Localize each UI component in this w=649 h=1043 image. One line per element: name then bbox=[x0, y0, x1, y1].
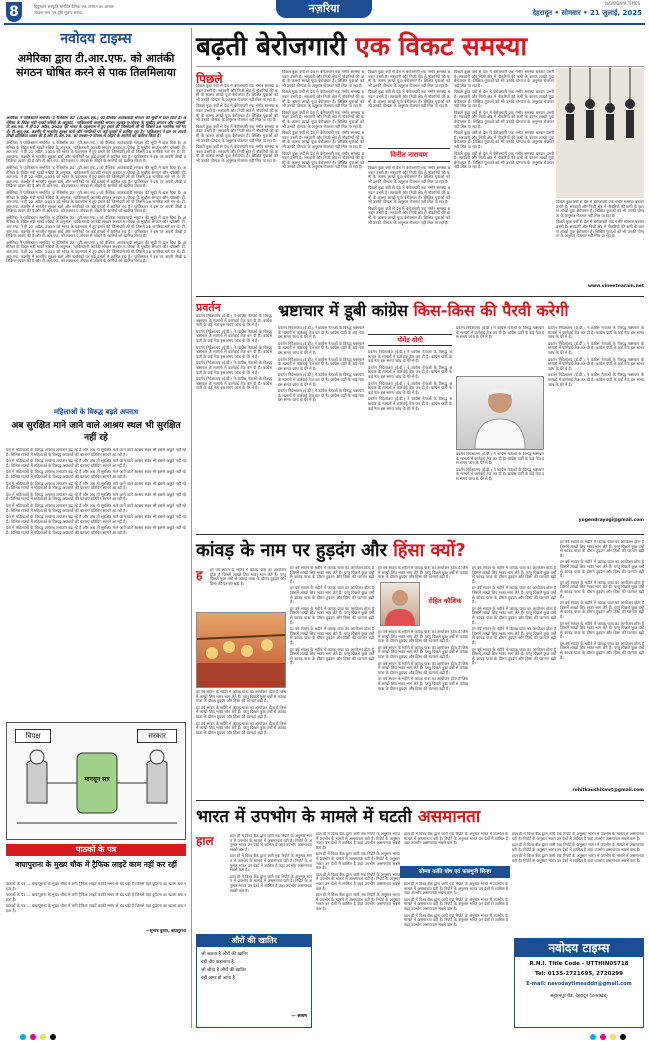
unemployment-illustration bbox=[556, 68, 644, 198]
letters-heading: पाठकों के पत्र bbox=[6, 844, 186, 856]
main-title-red: एक विकट समस्या bbox=[355, 32, 528, 62]
bottom-title-red: असमानता bbox=[417, 807, 481, 827]
poem-line: वही अमर हो जाता है bbox=[201, 976, 235, 981]
footer-masthead: नवोदय टाइम्स bbox=[515, 939, 643, 957]
congress-politician-photo bbox=[456, 376, 544, 450]
poem-box bbox=[196, 934, 312, 1028]
main-body-col5: पिछले कुछ वर्षों से देश में बेरोजगारी एक गंभीर समस्या बनकर उभरी है। सरकारी और निजी क्षेत्र में नौकरियों की कमी के कारण लाखों युवा बेरोजगार हैं। शिक्षित युवाओं को भी उनकी योग्यता के अनुसार रोजगार नहीं मिल पा रहा है। पिछले कुछ वर्षों से देश में बेरोजगारी एक गंभीर समस्या बनकर उभरी है। सरकारी और निजी क्षेत्र में नौकरियों की कमी के कारण लाखों युवा बेरोजगार हैं। शिक्षित युवाओं को भी उनकी योग्यता के अनुसार रोजगार नहीं मिल पा रहा है। bbox=[556, 200, 644, 239]
bottom-body-col1: हाल ही में विश्व बैंक द्वारा जारी एक रिपोर्ट के अनुसार भारत में उपभोग के मामले में असमानता घटी है। रिपोर्ट के अनुसार भारत उन देशों में शामिल है जहां उपभोग असमानता सबसे कम है। हाल ही में विश्व बैंक द्वारा जारी एक रिपोर्ट के अनुसार भारत में उपभोग के मामले में असमानता घटी है। रिपोर्ट के अनुसार भारत उन देशों में शामिल है जहां उपभोग असमानता सबसे कम है। हाल ही में विश्व बैंक द्वारा जारी एक रिपोर्ट के अनुसार भारत में उपभोग के मामले में असमानता घटी है। रिपोर्ट के अनुसार भारत उन देशों में शामिल है जहां उपभोग असमानता सबसे कम है। bbox=[230, 834, 312, 893]
cartoon-right-sign: सरकार bbox=[137, 729, 177, 743]
story2-kicker: महिलाओं के विरुद्ध बढ़ते अपराध bbox=[53, 408, 139, 416]
dateline: देहरादून • सोमवार • 21 जुलाई, 2025 bbox=[532, 9, 642, 17]
bottom-body-col3b: हाल ही में विश्व बैंक द्वारा जारी एक रिपोर्ट के अनुसार भारत में उपभोग के मामले में असमानता घटी है। रिपोर्ट के अनुसार भारत उन देशों में शामिल है जहां उपभोग असमानता सबसे कम है। हाल ही में विश्व बैंक द्वारा जारी एक रिपोर्ट के अनुसार भारत में उपभोग के मामले में असमानता घटी है। रिपोर्ट के अनुसार भारत उन देशों में शामिल है जहां उपभोग असमानता सबसे कम है। हाल ही में विश्व बैंक द्वारा जारी एक रिपोर्ट के अनुसार भारत में उपभोग के मामले में असमानता घटी है। रिपोर्ट के अनुसार भारत उन देशों में शामिल है जहां उपभोग असमानता सबसे कम है। bbox=[404, 882, 508, 927]
main-body-col2: पिछले कुछ वर्षों से देश में बेरोजगारी एक गंभीर समस्या बनकर उभरी है। सरकारी और निजी क्षेत्र में नौकरियों की कमी के कारण लाखों युवा बेरोजगार हैं। शिक्षित युवाओं को भी उनकी योग्यता के अनुसार रोजगार नहीं मिल पा रहा है। पिछले कुछ वर्षों से देश में बेरोजगारी एक गंभीर समस्या बनकर उभरी है। सरकारी और निजी क्षेत्र में नौकरियों की कमी के कारण लाखों युवा बेरोजगार हैं। शिक्षित युवाओं को भी उनकी योग्यता के अनुसार रोजगार नहीं मिल पा रहा है। पिछले कुछ वर्षों से देश में बेरोजगारी एक गंभीर समस्या बनकर उभरी है। सरकारी और निजी क्षेत्र में नौकरियों की कमी के कारण लाखों युवा बेरोजगार हैं। शिक्षित युवाओं को भी उनकी योग्यता के अनुसार रोजगार नहीं मिल पा रहा है। पिछले कुछ वर्षों से देश में बेरोजगारी एक गंभीर समस्या बनकर उभरी है। सरकारी और निजी क्षेत्र में नौकरियों की कमी के कारण लाखों युवा बेरोजगार हैं। शिक्षित युवाओं को भी उनकी योग्यता के अनुसार रोजगार नहीं मिल पा रहा है। पिछले कुछ वर्षों से देश में बेरोजगारी एक गंभीर समस्या बनकर उभरी है। सरकारी और निजी क्षेत्र में नौकरियों की कमी के कारण लाखों युवा बेरोजगार हैं। शिक्षित युवाओं को भी उनकी योग्यता के अनुसार रोजगार नहीं मिल पा रहा है। bbox=[282, 70, 364, 170]
footer-rni: R.N.I. Title Code - UTTHIN05718 bbox=[529, 961, 629, 967]
kanwar-body-col1b: हर वर्ष सावन के महीने में कांवड़ यात्रा का आयोजन होता है जिसमें लाखों शिव भक्त भाग लेते हैं। परंतु पिछले कुछ वर्षों से कांवड़ यात्रा के दौरान हुड़दंग और हिंसा की घटनाएं बढ़ी हैं। हर वर्ष सावन के महीने में कांवड़ यात्रा का आयोजन होता है जिसमें लाखों शिव भक्त भाग लेते हैं। परंतु पिछले कुछ वर्षों से कांवड़ यात्रा के दौरान हुड़दंग और हिंसा की घटनाएं बढ़ी हैं। हर वर्ष सावन के महीने में कांवड़ यात्रा का आयोजन होता है जिसमें लाखों शिव भक्त भाग लेते हैं। परंतु पिछले कुछ वर्षों से कांवड़ यात्रा के दौरान हुड़दंग और हिंसा की घटनाएं बढ़ी हैं। bbox=[196, 690, 286, 735]
kanwar-title bbox=[196, 538, 556, 564]
congress-author: योगेंद्र योगी bbox=[368, 334, 452, 346]
brand-small: NAVODAYA TIMES bbox=[604, 1, 640, 6]
main-dropcap: पिछले bbox=[196, 72, 223, 86]
cartoon-left-sign: विपक्ष bbox=[15, 729, 51, 743]
letters-signature: —सुभाष कुमार, बाघापुराना bbox=[145, 928, 186, 933]
tagline-line2: भावना मन्त्र पत्र दृष्टि मूलतः संवाद bbox=[34, 10, 82, 15]
main-title bbox=[196, 30, 646, 64]
masthead-left: नवोदय टाइम्स bbox=[6, 30, 186, 48]
cartoon-caption: मानसून सत्र bbox=[84, 776, 110, 783]
poem-line: जो जलता है औरों की खातिर bbox=[201, 952, 248, 957]
editorial-body: अमेरिका ने पाकिस्तान समर्थित 'द रेजिस्टेंस फ्रंट' (टी.आर.एफ.) को वैश्विक आतंकवादी संगठन की सूची में डाल दिया है। अमेरिका के विदेश मंत्री मार्को रुबियो के अनुसार, 'पाकिस्तानी आतंकी संगठन लश्कर-ए-तोयबा के मुखौटा संगठन और 'प्रॉक्सी' टी.आर.एफ. ने ही 22 अप्रैल, 2025 को भारत के पहलगाम में हुए हमले की जिम्मेदारी ली थी जिसमें 26 नागरिक मारे गए थे। टी.आर.एफ. कश्मीर में भारतीय सुरक्षा बलों और नागरिकों पर कई हमलों में शामिल रहा है।' पाकिस्तान ने इस पर अपनी तीखी प्रतिक्रिया व्यक्त की है और टी.आर.एफ. को लश्कर-ए-तोयबा से जोड़ने के आरोपों को खारिज किया है। अमेरिका ने पाकिस्तान समर्थित 'द रेजिस्टेंस फ्रंट' (टी.आर.एफ.) को वैश्विक आतंकवादी संगठन की सूची में डाल दिया है। अमेरिका के विदेश मंत्री मार्को रुबियो के अनुसार, 'पाकिस्तानी आतंकी संगठन लश्कर-ए-तोयबा के मुखौटा संगठन और 'प्रॉक्सी' टी.आर.एफ. ने ही 22 अप्रैल, 2025 को भारत के पहलगाम में हुए हमले की जिम्मेदारी ली थी जिसमें 26 नागरिक मारे गए थे। टी.आर.एफ. कश्मीर में भारतीय सुरक्षा बलों और नागरिकों पर कई हमलों में शामिल रहा है।' पाकिस्तान ने इस पर अपनी तीखी प्रतिक्रिया व्यक्त की है और टी.आर.एफ. को लश्कर-ए-तोयबा से जोड़ने के आरोपों को खारिज किया है। अमेरिका ने पाकिस्तान समर्थित 'द रेजिस्टेंस फ्रंट' (टी.आर.एफ.) को वैश्विक आतंकवादी संगठन की सूची में डाल दिया है। अमेरिका के विदेश मंत्री मार्को रुबियो के अनुसार, 'पाकिस्तानी आतंकी संगठन लश्कर-ए-तोयबा के मुखौटा संगठन और 'प्रॉक्सी' टी.आर.एफ. ने ही 22 अप्रैल, 2025 को भारत के पहलगाम में हुए हमले की जिम्मेदारी ली थी जिसमें 26 नागरिक मारे गए थे। टी.आर.एफ. कश्मीर में भारतीय सुरक्षा बलों और नागरिकों पर कई हमलों में शामिल रहा है।' पाकिस्तान ने इस पर अपनी तीखी प्रतिक्रिया व्यक्त की है और टी.आर.एफ. को लश्कर-ए-तोयबा से जोड़ने के आरोपों को खारिज किया है। अमेरिका ने पाकिस्तान समर्थित 'द रेजिस्टेंस फ्रंट' (टी.आर.एफ.) को वैश्विक आतंकवादी संगठन की सूची में डाल दिया है। अमेरिका के विदेश मंत्री मार्को रुबियो के अनुसार, 'पाकिस्तानी आतंकी संगठन लश्कर-ए-तोयबा के मुखौटा संगठन और 'प्रॉक्सी' टी.आर.एफ. ने ही 22 अप्रैल, 2025 को भारत के पहलगाम में हुए हमले की जिम्मेदारी ली थी जिसमें 26 नागरिक मारे गए थे। टी.आर.एफ. कश्मीर में भारतीय सुरक्षा बलों और नागरिकों पर कई हमलों में शामिल रहा है।' पाकिस्तान ने इस पर अपनी तीखी प्रतिक्रिया व्यक्त की है और टी.आर.एफ. को लश्कर-ए-तोयबा से जोड़ने के आरोपों को खारिज किया है। अमेरिका ने पाकिस्तान समर्थित 'द रेजिस्टेंस फ्रंट' (टी.आर.एफ.) को वैश्विक आतंकवादी संगठन की सूची में डाल दिया है। अमेरिका के विदेश मंत्री मार्को रुबियो के अनुसार, 'पाकिस्तानी आतंकी संगठन लश्कर-ए-तोयबा के मुखौटा संगठन और 'प्रॉक्सी' टी.आर.एफ. ने ही 22 अप्रैल, 2025 को भारत के पहलगाम में हुए हमले की जिम्मेदारी ली थी जिसमें 26 नागरिक मारे गए थे। टी.आर.एफ. कश्मीर में भारतीय सुरक्षा बलों और नागरिकों पर कई हमलों में शामिल रहा है।' पाकिस्तान ने इस पर अपनी तीखी प्रतिक्रिया व्यक्त की है और टी.आर.एफ. को लश्कर-ए-तोयबा से जोड़ने के आरोपों को खारिज किया है। अमेरिका ने पाकिस्तान समर्थित 'द रेजिस्टेंस फ्रंट' (टी.आर.एफ.) को वैश्विक आतंकवादी संगठन की सूची में डाल दिया है। अमेरिका के विदेश मंत्री मार्को रुबियो के अनुसार, 'पाकिस्तानी आतंकी संगठन लश्कर-ए-तोयबा के मुखौटा संगठन और 'प्रॉक्सी' टी.आर.एफ. ने ही 22 अप्रैल, 2025 को भारत के पहलगाम में हुए हमले की जिम्मेदारी ली थी जिसमें 26 नागरिक मारे गए थे। टी.आर.एफ. कश्मीर में भारतीय सुरक्षा बलों और नागरिकों पर कई हमलों में शामिल रहा है।' पाकिस्तान ने इस पर अपनी तीखी प्रतिक्रिया व्यक्त की है और टी.आर.एफ. को लश्कर-ए-तोयबा से जोड़ने के आरोपों को खारिज किया है। bbox=[6, 116, 186, 264]
footer-phone: Tel: 0135-2721695, 2720299 bbox=[535, 971, 623, 977]
poem-lines bbox=[201, 951, 307, 983]
story2-title: अब सुरक्षित माने जाने वाले आश्रय स्थल भी सुरक्षित नहीं रहे bbox=[11, 421, 181, 443]
header-tagline bbox=[34, 4, 194, 16]
color-registration-bar bbox=[0, 1032, 649, 1042]
page-header bbox=[0, 0, 649, 24]
letters-body: पाठकों के पत्र — बाघापुराना के मुख्य चौक में लगी ट्रैफिक लाइटें काफी समय से बंद पड़ी हैं जिससे यहां दुर्घटना का खतरा बना रहता है। पाठकों के पत्र — बाघापुराना के मुख्य चौक में लगी ट्रैफिक लाइटें काफी समय से बंद पड़ी हैं जिससे यहां दुर्घटना का खतरा बना रहता है। पाठकों के पत्र — बाघापुराना के मुख्य चौक में लगी ट्रैफिक लाइटें काफी समय से बंद पड़ी हैं जिससे यहां दुर्घटना का खतरा बना रहता है। bbox=[6, 882, 186, 913]
footer-address: सहारनपुर रोड, देहरादून (उत्तराखंड) bbox=[550, 994, 608, 999]
kanwar-body-col2: हर वर्ष सावन के महीने में कांवड़ यात्रा का आयोजन होता है जिसमें लाखों शिव भक्त भाग लेते हैं। परंतु पिछले कुछ वर्षों से कांवड़ यात्रा के दौरान हुड़दंग और हिंसा की घटनाएं बढ़ी हैं। हर वर्ष सावन के महीने में कांवड़ यात्रा का आयोजन होता है जिसमें लाखों शिव भक्त भाग लेते हैं। परंतु पिछले कुछ वर्षों से कांवड़ यात्रा के दौरान हुड़दंग और हिंसा की घटनाएं बढ़ी हैं। हर वर्ष सावन के महीने में कांवड़ यात्रा का आयोजन होता है जिसमें लाखों शिव भक्त भाग लेते हैं। परंतु पिछले कुछ वर्षों से कांवड़ यात्रा के दौरान हुड़दंग और हिंसा की घटनाएं बढ़ी हैं। हर वर्ष सावन के महीने में कांवड़ यात्रा का आयोजन होता है जिसमें लाखों शिव भक्त भाग लेते हैं। परंतु पिछले कुछ वर्षों से कांवड़ यात्रा के दौरान हुड़दंग और हिंसा की घटनाएं बढ़ी हैं। हर वर्ष सावन के महीने में कांवड़ यात्रा का आयोजन होता है जिसमें लाखों शिव भक्त भाग लेते हैं। परंतु पिछले कुछ वर्षों से कांवड़ यात्रा के दौरान हुड़दंग और हिंसा की घटनाएं बढ़ी हैं। bbox=[290, 566, 374, 666]
congress-body-col4b: प्रवर्तन निदेशालय (ई.डी.) ने कांग्रेस नेताओं के विरुद्ध भ्रष्टाचार के मामलों में कार्रवाई तेज कर दी है। कांग्रेस पार्टी के कई नेता इस समय जांच के घेरे में हैं। प्रवर्तन निदेशालय (ई.डी.) ने कांग्रेस नेताओं के विरुद्ध भ्रष्टाचार के मामलों में कार्रवाई तेज कर दी है। कांग्रेस पार्टी के कई नेता इस समय जांच के घेरे में हैं। bbox=[456, 452, 544, 481]
congress-label: प्रवर्तन bbox=[196, 301, 221, 314]
bottom-body-col2: हाल ही में विश्व बैंक द्वारा जारी एक रिपोर्ट के अनुसार भारत में उपभोग के मामले में असमानता घटी है। रिपोर्ट के अनुसार भारत उन देशों में शामिल है जहां उपभोग असमानता सबसे कम है। हाल ही में विश्व बैंक द्वारा जारी एक रिपोर्ट के अनुसार भारत में उपभोग के मामले में असमानता घटी है। रिपोर्ट के अनुसार भारत उन देशों में शामिल है जहां उपभोग असमानता सबसे कम है। हाल ही में विश्व बैंक द्वारा जारी एक रिपोर्ट के अनुसार भारत में उपभोग के मामले में असमानता घटी है। रिपोर्ट के अनुसार भारत उन देशों में शामिल है जहां उपभोग असमानता सबसे कम है। हाल ही में विश्व बैंक द्वारा जारी एक रिपोर्ट के अनुसार भारत में उपभोग के मामले में असमानता घटी है। रिपोर्ट के अनुसार भारत उन देशों में शामिल है जहां उपभोग असमानता सबसे कम है। bbox=[316, 832, 400, 911]
bottom-body-col3: हाल ही में विश्व बैंक द्वारा जारी एक रिपोर्ट के अनुसार भारत में उपभोग के मामले में असमानता घटी है। रिपोर्ट के अनुसार भारत उन देशों में शामिल है जहां उपभोग असमानता सबसे कम है। bbox=[404, 832, 508, 846]
main-body-col3b: पिछले कुछ वर्षों से देश में बेरोजगारी एक गंभीर समस्या बनकर उभरी है। सरकारी और निजी क्षेत्र में नौकरियों की कमी के कारण लाखों युवा बेरोजगार हैं। शिक्षित युवाओं को भी उनकी योग्यता के अनुसार रोजगार नहीं मिल पा रहा है। पिछले कुछ वर्षों से देश में बेरोजगारी एक गंभीर समस्या बनकर उभरी है। सरकारी और निजी क्षेत्र में नौकरियों की कमी के कारण लाखों युवा बेरोजगार हैं। शिक्षित युवाओं को भी उनकी योग्यता के अनुसार रोजगार नहीं मिल पा रहा है। पिछले कुछ वर्षों से देश में बेरोजगारी एक गंभीर समस्या बनकर उभरी है। सरकारी और निजी क्षेत्र में नौकरियों की कमी के कारण लाखों युवा बेरोजगार हैं। शिक्षित युवाओं को भी उनकी योग्यता के अनुसार रोजगार नहीं मिल पा रहा है। bbox=[368, 166, 450, 225]
bottom-title bbox=[196, 804, 644, 830]
main-body-col3: पिछले कुछ वर्षों से देश में बेरोजगारी एक गंभीर समस्या बनकर उभरी है। सरकारी और निजी क्षेत्र में नौकरियों की कमी के कारण लाखों युवा बेरोजगार हैं। शिक्षित युवाओं को भी उनकी योग्यता के अनुसार रोजगार नहीं मिल पा रहा है। पिछले कुछ वर्षों से देश में बेरोजगारी एक गंभीर समस्या बनकर उभरी है। सरकारी और निजी क्षेत्र में नौकरियों की कमी के कारण लाखों युवा बेरोजगार हैं। शिक्षित युवाओं को भी उनकी योग्यता के अनुसार रोजगार नहीं मिल पा रहा है। bbox=[368, 70, 450, 109]
kanwar-body-col4: हर वर्ष सावन के महीने में कांवड़ यात्रा का आयोजन होता है जिसमें लाखों शिव भक्त भाग लेते हैं। परंतु पिछले कुछ वर्षों से कांवड़ यात्रा के दौरान हुड़दंग और हिंसा की घटनाएं बढ़ी हैं। हर वर्ष सावन के महीने में कांवड़ यात्रा का आयोजन होता है जिसमें लाखों शिव भक्त भाग लेते हैं। परंतु पिछले कुछ वर्षों से कांवड़ यात्रा के दौरान हुड़दंग और हिंसा की घटनाएं बढ़ी हैं। हर वर्ष सावन के महीने में कांवड़ यात्रा का आयोजन होता है जिसमें लाखों शिव भक्त भाग लेते हैं। परंतु पिछले कुछ वर्षों से कांवड़ यात्रा के दौरान हुड़दंग और हिंसा की घटनाएं बढ़ी हैं। हर वर्ष सावन के महीने में कांवड़ यात्रा का आयोजन होता है जिसमें लाखों शिव भक्त भाग लेते हैं। परंतु पिछले कुछ वर्षों से कांवड़ यात्रा के दौरान हुड़दंग और हिंसा की घटनाएं बढ़ी हैं। हर वर्ष सावन के महीने में कांवड़ यात्रा का आयोजन होता है जिसमें लाखों शिव भक्त भाग लेते हैं। परंतु पिछले कुछ वर्षों से कांवड़ यात्रा के दौरान हुड़दंग और हिंसा की घटनाएं बढ़ी हैं। bbox=[472, 566, 556, 666]
main-title-black: बढ़ती बेरोजगारी bbox=[196, 32, 347, 62]
kanwar-title-black: कांवड़ के नाम पर हुड़दंग और bbox=[196, 540, 387, 561]
congress-title-red: किस-किस की पैरवी करेगी bbox=[413, 301, 569, 320]
story2-body: देश में महिलाओं के विरुद्ध अपराध लगातार बढ़ रहे हैं और अब तो सुरक्षित माने जाने वाले आश्रय स्थल भी इससे अछूते नहीं रहे हैं। विभिन्न राज्यों में महिलाओं के विरुद्ध अपराधों की घटनाएं प्रतिदिन सामने आ रही हैं। देश में महिलाओं के विरुद्ध अपराध लगातार बढ़ रहे हैं और अब तो सुरक्षित माने जाने वाले आश्रय स्थल भी इससे अछूते नहीं रहे हैं। विभिन्न राज्यों में महिलाओं के विरुद्ध अपराधों की घटनाएं प्रतिदिन सामने आ रही हैं। देश में महिलाओं के विरुद्ध अपराध लगातार बढ़ रहे हैं और अब तो सुरक्षित माने जाने वाले आश्रय स्थल भी इससे अछूते नहीं रहे हैं। विभिन्न राज्यों में महिलाओं के विरुद्ध अपराधों की घटनाएं प्रतिदिन सामने आ रही हैं। देश में महिलाओं के विरुद्ध अपराध लगातार बढ़ रहे हैं और अब तो सुरक्षित माने जाने वाले आश्रय स्थल भी इससे अछूते नहीं रहे हैं। विभिन्न राज्यों में महिलाओं के विरुद्ध अपराधों की घटनाएं प्रतिदिन सामने आ रही हैं। देश में महिलाओं के विरुद्ध अपराध लगातार बढ़ रहे हैं और अब तो सुरक्षित माने जाने वाले आश्रय स्थल भी इससे अछूते नहीं रहे हैं। विभिन्न राज्यों में महिलाओं के विरुद्ध अपराधों की घटनाएं प्रतिदिन सामने आ रही हैं। देश में महिलाओं के विरुद्ध अपराध लगातार बढ़ रहे हैं और अब तो सुरक्षित माने जाने वाले आश्रय स्थल भी इससे अछूते नहीं रहे हैं। विभिन्न राज्यों में महिलाओं के विरुद्ध अपराधों की घटनाएं प्रतिदिन सामने आ रही हैं। देश में महिलाओं के विरुद्ध अपराध लगातार बढ़ रहे हैं और अब तो सुरक्षित माने जाने वाले आश्रय स्थल भी इससे अछूते नहीं रहे हैं। विभिन्न राज्यों में महिलाओं के विरुद्ध अपराधों की घटनाएं प्रतिदिन सामने आ रही हैं। देश में महिलाओं के विरुद्ध अपराध लगातार बढ़ रहे हैं और अब तो सुरक्षित माने जाने वाले आश्रय स्थल भी इससे अछूते नहीं रहे हैं। विभिन्न राज्यों में महिलाओं के विरुद्ध अपराधों की घटनाएं प्रतिदिन सामने आ रही हैं। bbox=[6, 448, 186, 535]
poem-title: औरों की खातिर bbox=[197, 935, 311, 947]
footer-email: E-mail: navodaytimesddn@gmail.com bbox=[526, 981, 632, 987]
congress-title bbox=[278, 300, 644, 322]
letters-title: बाघापुराना के मुख्य चौक में ट्रैफिक लाइटें काम नहीं कर रहीं bbox=[15, 860, 177, 869]
congress-email: yogendrayogi@gmail.com bbox=[578, 518, 644, 523]
poem-signature: — सत्यम bbox=[291, 1014, 307, 1019]
kanwar-email: rohitkaushikmrt@gmail.com bbox=[572, 788, 644, 793]
section-title: नज़रिया bbox=[276, 0, 372, 18]
kanwar-dropcap: ह bbox=[196, 568, 203, 582]
congress-title-black: भ्रष्टाचार में डूबी कांग्रेस bbox=[278, 301, 408, 320]
main-body-col4: पिछले कुछ वर्षों से देश में बेरोजगारी एक गंभीर समस्या बनकर उभरी है। सरकारी और निजी क्षेत्र में नौकरियों की कमी के कारण लाखों युवा बेरोजगार हैं। शिक्षित युवाओं को भी उनकी योग्यता के अनुसार रोजगार नहीं मिल पा रहा है। पिछले कुछ वर्षों से देश में बेरोजगारी एक गंभीर समस्या बनकर उभरी है। सरकारी और निजी क्षेत्र में नौकरियों की कमी के कारण लाखों युवा बेरोजगार हैं। शिक्षित युवाओं को भी उनकी योग्यता के अनुसार रोजगार नहीं मिल पा रहा है। पिछले कुछ वर्षों से देश में बेरोजगारी एक गंभीर समस्या बनकर उभरी है। सरकारी और निजी क्षेत्र में नौकरियों की कमी के कारण लाखों युवा बेरोजगार हैं। शिक्षित युवाओं को भी उनकी योग्यता के अनुसार रोजगार नहीं मिल पा रहा है। पिछले कुछ वर्षों से देश में बेरोजगारी एक गंभीर समस्या बनकर उभरी है। सरकारी और निजी क्षेत्र में नौकरियों की कमी के कारण लाखों युवा बेरोजगार हैं। शिक्षित युवाओं को भी उनकी योग्यता के अनुसार रोजगार नहीं मिल पा रहा है। पिछले कुछ वर्षों से देश में बेरोजगारी एक गंभीर समस्या बनकर उभरी है। सरकारी और निजी क्षेत्र में नौकरियों की कमी के कारण लाखों युवा बेरोजगार हैं। शिक्षित युवाओं को भी उनकी योग्यता के अनुसार रोजगार नहीं मिल पा रहा है। bbox=[454, 70, 554, 170]
main-body-col1: पिछले कुछ वर्षों से देश में बेरोजगारी एक गंभीर समस्या बनकर उभरी है। सरकारी और निजी क्षेत्र में नौकरियों की कमी के कारण लाखों युवा बेरोजगार हैं। शिक्षित युवाओं को भी उनकी योग्यता के अनुसार रोजगार नहीं मिल पा रहा है। पिछले कुछ वर्षों से देश में बेरोजगारी एक गंभीर समस्या बनकर उभरी है। सरकारी और निजी क्षेत्र में नौकरियों की कमी के कारण लाखों युवा बेरोजगार हैं। शिक्षित युवाओं को भी उनकी योग्यता के अनुसार रोजगार नहीं मिल पा रहा है। पिछले कुछ वर्षों से देश में बेरोजगारी एक गंभीर समस्या बनकर उभरी है। सरकारी और निजी क्षेत्र में नौकरियों की कमी के कारण लाखों युवा बेरोजगार हैं। शिक्षित युवाओं को भी उनकी योग्यता के अनुसार रोजगार नहीं मिल पा रहा है। पिछले कुछ वर्षों से देश में बेरोजगारी एक गंभीर समस्या बनकर उभरी है। सरकारी और निजी क्षेत्र में नौकरियों की कमी के कारण लाखों युवा बेरोजगार हैं। शिक्षित युवाओं को भी उनकी योग्यता के अनुसार रोजगार नहीं मिल पा रहा है। bbox=[196, 84, 278, 163]
congress-body-col5: प्रवर्तन निदेशालय (ई.डी.) ने कांग्रेस नेताओं के विरुद्ध भ्रष्टाचार के मामलों में कार्रवाई तेज कर दी है। कांग्रेस पार्टी के कई नेता इस समय जांच के घेरे में हैं। प्रवर्तन निदेशालय (ई.डी.) ने कांग्रेस नेताओं के विरुद्ध भ्रष्टाचार के मामलों में कार्रवाई तेज कर दी है। कांग्रेस पार्टी के कई नेता इस समय जांच के घेरे में हैं। प्रवर्तन निदेशालय (ई.डी.) ने कांग्रेस नेताओं के विरुद्ध भ्रष्टाचार के मामलों में कार्रवाई तेज कर दी है। कांग्रेस पार्टी के कई नेता इस समय जांच के घेरे में हैं। प्रवर्तन निदेशालय (ई.डी.) ने कांग्रेस नेताओं के विरुद्ध भ्रष्टाचार के मामलों में कार्रवाई तेज कर दी है। कांग्रेस पार्टी के कई नेता इस समय जांच के घेरे में हैं। bbox=[548, 326, 644, 387]
kanwar-body-col1: हर वर्ष सावन के महीने में कांवड़ यात्रा का आयोजन होता है जिसमें लाखों शिव भक्त भाग लेते हैं। परंतु पिछले कुछ वर्षों से कांवड़ यात्रा के दौरान हुड़दंग और हिंसा की घटनाएं बढ़ी हैं। bbox=[210, 568, 286, 586]
kanwar-author: रोहित कौशिक bbox=[428, 597, 462, 605]
bottom-dropcap: हाल bbox=[196, 834, 214, 848]
author-photo-rohit bbox=[380, 582, 420, 626]
bottom-body-col4: हाल ही में विश्व बैंक द्वारा जारी एक रिपोर्ट के अनुसार भारत में उपभोग के मामले में असमानता घटी है। रिपोर्ट के अनुसार भारत उन देशों में शामिल है जहां उपभोग असमानता सबसे कम है। हाल ही में विश्व बैंक द्वारा जारी एक रिपोर्ट के अनुसार भारत में उपभोग के मामले में असमानता घटी है। रिपोर्ट के अनुसार भारत उन देशों में शामिल है जहां उपभोग असमानता सबसे कम है। हाल ही में विश्व बैंक द्वारा जारी एक रिपोर्ट के अनुसार भारत में उपभोग के मामले में असमानता घटी है। रिपोर्ट के अनुसार भारत उन देशों में शामिल है जहां उपभोग असमानता सबसे कम है। bbox=[512, 832, 644, 863]
bottom-author: सौम्या कांति घोष एवं फाल्गुनी सिन्हा bbox=[400, 866, 510, 878]
bottom-title-black: भारत में उपभोग के मामले में घटती bbox=[196, 807, 412, 827]
congress-body-col3: प्रवर्तन निदेशालय (ई.डी.) ने कांग्रेस नेताओं के विरुद्ध भ्रष्टाचार के मामलों में कार्रवाई तेज कर दी है। कांग्रेस पार्टी के कई नेता इस समय जांच के घेरे में हैं। प्रवर्तन निदेशालय (ई.डी.) ने कांग्रेस नेताओं के विरुद्ध भ्रष्टाचार के मामलों में कार्रवाई तेज कर दी है। कांग्रेस पार्टी के कई नेता इस समय जांच के घेरे में हैं। प्रवर्तन निदेशालय (ई.डी.) ने कांग्रेस नेताओं के विरुद्ध भ्रष्टाचार के मामलों में कार्रवाई तेज कर दी है। कांग्रेस पार्टी के कई नेता इस समय जांच के घेरे में हैं। प्रवर्तन निदेशालय (ई.डी.) ने कांग्रेस नेताओं के विरुद्ध भ्रष्टाचार के मामलों में कार्रवाई तेज कर दी है। कांग्रेस पार्टी के कई नेता इस समय जांच के घेरे में हैं। bbox=[368, 350, 452, 411]
main-author-box: विनीत नारायण bbox=[368, 148, 450, 162]
footer-box bbox=[514, 938, 644, 1028]
main-website: www.vineetnarain.net bbox=[587, 284, 644, 289]
kanwar-body-col5: हर वर्ष सावन के महीने में कांवड़ यात्रा का आयोजन होता है जिसमें लाखों शिव भक्त भाग लेते हैं। परंतु पिछले कुछ वर्षों से कांवड़ यात्रा के दौरान हुड़दंग और हिंसा की घटनाएं बढ़ी हैं। हर वर्ष सावन के महीने में कांवड़ यात्रा का आयोजन होता है जिसमें लाखों शिव भक्त भाग लेते हैं। परंतु पिछले कुछ वर्षों से कांवड़ यात्रा के दौरान हुड़दंग और हिंसा की घटनाएं बढ़ी हैं। हर वर्ष सावन के महीने में कांवड़ यात्रा का आयोजन होता है जिसमें लाखों शिव भक्त भाग लेते हैं। परंतु पिछले कुछ वर्षों से कांवड़ यात्रा के दौरान हुड़दंग और हिंसा की घटनाएं बढ़ी हैं। हर वर्ष सावन के महीने में कांवड़ यात्रा का आयोजन होता है जिसमें लाखों शिव भक्त भाग लेते हैं। परंतु पिछले कुछ वर्षों से कांवड़ यात्रा के दौरान हुड़दंग और हिंसा की घटनाएं बढ़ी हैं। हर वर्ष सावन के महीने में कांवड़ यात्रा का आयोजन होता है जिसमें लाखों शिव भक्त भाग लेते हैं। परंतु पिछले कुछ वर्षों से कांवड़ यात्रा के दौरान हुड़दंग और हिंसा की घटनाएं बढ़ी हैं। हर वर्ष सावन के महीने में कांवड़ यात्रा का आयोजन होता है जिसमें लाखों शिव भक्त भाग लेते हैं। परंतु पिछले कुछ वर्षों से कांवड़ यात्रा के दौरान हुड़दंग और हिंसा की घटनाएं बढ़ी हैं। bbox=[560, 540, 644, 660]
poem-line: जो जीता है औरों की खातिर bbox=[201, 968, 246, 973]
cartoon bbox=[6, 722, 186, 840]
congress-body-col1: प्रवर्तन निदेशालय (ई.डी.) ने कांग्रेस नेताओं के विरुद्ध भ्रष्टाचार के मामलों में कार्रवाई तेज कर दी है। कांग्रेस पार्टी के कई नेता इस समय जांच के घेरे में हैं। प्रवर्तन निदेशालय (ई.डी.) ने कांग्रेस नेताओं के विरुद्ध भ्रष्टाचार के मामलों में कार्रवाई तेज कर दी है। कांग्रेस पार्टी के कई नेता इस समय जांच के घेरे में हैं। प्रवर्तन निदेशालय (ई.डी.) ने कांग्रेस नेताओं के विरुद्ध भ्रष्टाचार के मामलों में कार्रवाई तेज कर दी है। कांग्रेस पार्टी के कई नेता इस समय जांच के घेरे में हैं। प्रवर्तन निदेशालय (ई.डी.) ने कांग्रेस नेताओं के विरुद्ध भ्रष्टाचार के मामलों में कार्रवाई तेज कर दी है। कांग्रेस पार्टी के कई नेता इस समय जांच के घेरे में हैं। प्रवर्तन निदेशालय (ई.डी.) ने कांग्रेस नेताओं के विरुद्ध भ्रष्टाचार के मामलों में कार्रवाई तेज कर दी है। कांग्रेस पार्टी के कई नेता इस समय जांच के घेरे में हैं। bbox=[196, 314, 272, 391]
kanwar-yatra-photo bbox=[196, 612, 286, 688]
page-number: 8 bbox=[6, 2, 22, 22]
kanwar-body-col3b: हर वर्ष सावन के महीने में कांवड़ यात्रा का आयोजन होता है जिसमें लाखों शिव भक्त भाग लेते हैं। परंतु पिछले कुछ वर्षों से कांवड़ यात्रा के दौरान हुड़दंग और हिंसा की घटनाएं बढ़ी हैं। हर वर्ष सावन के महीने में कांवड़ यात्रा का आयोजन होता है जिसमें लाखों शिव भक्त भाग लेते हैं। परंतु पिछले कुछ वर्षों से कांवड़ यात्रा के दौरान हुड़दंग और हिंसा की घटनाएं बढ़ी हैं। हर वर्ष सावन के महीने में कांवड़ यात्रा का आयोजन होता है जिसमें लाखों शिव भक्त भाग लेते हैं। परंतु पिछले कुछ वर्षों से कांवड़ यात्रा के दौरान हुड़दंग और हिंसा की घटनाएं बढ़ी हैं। हर वर्ष सावन के महीने में कांवड़ यात्रा का आयोजन होता है जिसमें लाखों शिव भक्त भाग लेते हैं। परंतु पिछले कुछ वर्षों से कांवड़ यात्रा के दौरान हुड़दंग और हिंसा की घटनाएं बढ़ी हैं। bbox=[378, 630, 468, 691]
editorial-title: अमेरिका द्वारा टी.आर.एफ. को आतंकी संगठन घोषित करने से पाक तिलमिलाया bbox=[16, 52, 176, 79]
tagline-line1: हिंदुस्तान संस्कृति समर्पित दैनिक एक जनमत का आधार bbox=[34, 4, 114, 9]
kanwar-body-col3: हर वर्ष सावन के महीने में कांवड़ यात्रा का आयोजन होता है जिसमें लाखों शिव भक्त भाग लेते हैं। परंतु पिछले कुछ वर्षों से कांवड़ यात्रा के दौरान हुड़दंग और हिंसा की घटनाएं बढ़ी हैं। bbox=[378, 566, 468, 580]
congress-body-col2: प्रवर्तन निदेशालय (ई.डी.) ने कांग्रेस नेताओं के विरुद्ध भ्रष्टाचार के मामलों में कार्रवाई तेज कर दी है। कांग्रेस पार्टी के कई नेता इस समय जांच के घेरे में हैं। प्रवर्तन निदेशालय (ई.डी.) ने कांग्रेस नेताओं के विरुद्ध भ्रष्टाचार के मामलों में कार्रवाई तेज कर दी है। कांग्रेस पार्टी के कई नेता इस समय जांच के घेरे में हैं। प्रवर्तन निदेशालय (ई.डी.) ने कांग्रेस नेताओं के विरुद्ध भ्रष्टाचार के मामलों में कार्रवाई तेज कर दी है। कांग्रेस पार्टी के कई नेता इस समय जांच के घेरे में हैं। प्रवर्तन निदेशालय (ई.डी.) ने कांग्रेस नेताओं के विरुद्ध भ्रष्टाचार के मामलों में कार्रवाई तेज कर दी है। कांग्रेस पार्टी के कई नेता इस समय जांच के घेरे में हैं। प्रवर्तन निदेशालय (ई.डी.) ने कांग्रेस नेताओं के विरुद्ध भ्रष्टाचार के मामलों में कार्रवाई तेज कर दी है। कांग्रेस पार्टी के कई नेता इस समय जांच के घेरे में हैं। bbox=[278, 326, 364, 403]
kanwar-title-red: हिंसा क्यों? bbox=[393, 540, 466, 561]
poem-line: वही दीप कहलाता है bbox=[201, 960, 234, 965]
congress-body-col4: प्रवर्तन निदेशालय (ई.डी.) ने कांग्रेस नेताओं के विरुद्ध भ्रष्टाचार के मामलों में कार्रवाई तेज कर दी है। कांग्रेस पार्टी के कई नेता इस समय जांच के घेरे में हैं। bbox=[456, 326, 544, 340]
